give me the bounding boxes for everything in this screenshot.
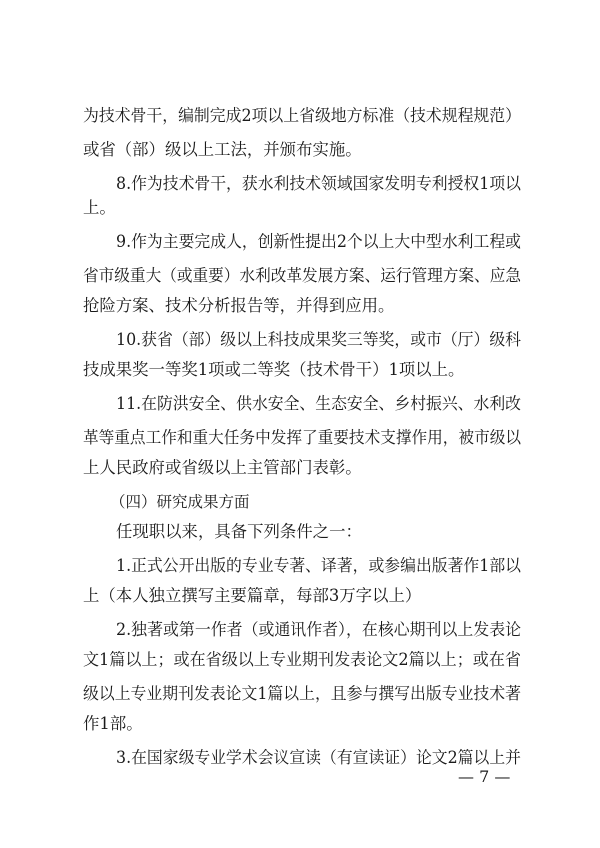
line-text: 10.获省（部）级以上科技成果奖三等奖，或市（厅）级科 [116,330,521,349]
line-text: 省市级重大（或重要）水利改革发展方案、运行管理方案、应急 [83,266,522,285]
line-text: 为技术骨干，编制完成2项以上省级地方标准（技术规程规范） [83,106,521,125]
line-text: 或省（部）级以上工法，并颁布实施。 [83,140,362,159]
line-text: 11.在防洪安全、供水安全、生态安全、乡村振兴、水利改 [116,394,521,413]
line-text: 技成果奖一等奖1项或二等奖（技术骨干）1项以上。 [83,360,465,379]
line-text: 1.正式公开出版的专业专著、译著，或参编出版著作1部以 [116,556,521,575]
line-text: 9.作为主要完成人，创新性提出2个以上大中型水利工程或 [116,232,521,251]
line-text: 2.独著或第一作者（或通讯作者），在核心期刊以上发表论 [116,620,522,639]
page-number: — 7 — [458,767,511,786]
line-text: 抢险方案、技术分析报告等，并得到应用。 [83,296,395,315]
line-text: 任现职以来，具备下列条件之一： [116,522,362,541]
line-text: 文1篇以上；或在省级以上专业期刊发表论文2篇以上；或在省 [83,650,521,669]
section-heading-text: （四）研究成果方面 [110,493,250,511]
line-text: 8.作为技术骨干，获水利技术领域国家发明专利授权1项以 [116,174,521,193]
line-text: 作1部。 [83,714,143,733]
line-text: 上人民政府或省级以上主管部门表彰。 [83,458,362,477]
line-text: 3.在国家级专业学术会议宣读（有宣读证）论文2篇以上并 [116,748,521,767]
line-text: 上（本人独立撰写主要篇章，每部3万字以上） [83,586,422,605]
line-text: 革等重点工作和重大任务中发挥了重要技术支撑作用，被市级以 [83,428,522,447]
line-text: 上。 [83,198,116,217]
line-text: 级以上专业期刊发表论文1篇以上，且参与撰写出版专业技术著 [83,684,521,703]
